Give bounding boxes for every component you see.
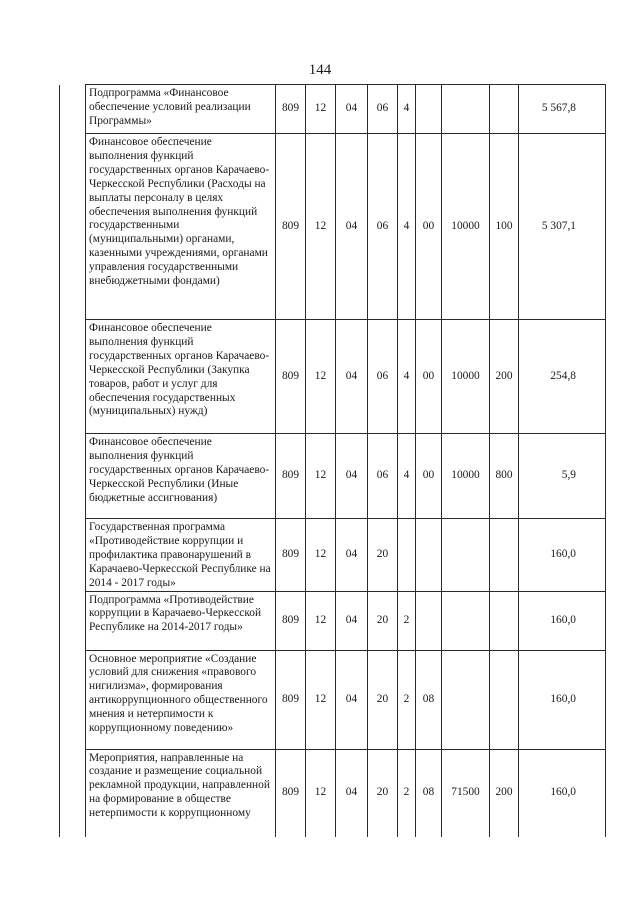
subsection-code-cell: 04 xyxy=(336,591,368,650)
direction-code-cell xyxy=(442,650,490,749)
table-row xyxy=(60,650,606,749)
subprogram-code-cell: 4 xyxy=(398,85,416,134)
row-number-cell xyxy=(60,650,86,749)
description-cell: Основное мероприятие «Создание условий для снижения «правового нигилизма», формирования антикоррупционного общественного мнения и нетерпимости к коррупционному поведению» xyxy=(86,650,276,749)
expense-type-code-cell: 800 xyxy=(490,434,519,519)
ministry-code-cell: 809 xyxy=(276,519,306,592)
amount-cell: 5,9 xyxy=(519,434,606,519)
amount-cell: 5 567,8 xyxy=(519,85,606,134)
expense-type-code-cell: 200 xyxy=(490,320,519,434)
program-code-cell: 06 xyxy=(368,320,398,434)
direction-code-cell xyxy=(442,85,490,134)
expense-type-code-cell xyxy=(490,650,519,749)
direction-code-cell: 10000 xyxy=(442,434,490,519)
row-number-cell xyxy=(60,320,86,434)
direction-code-cell xyxy=(442,591,490,650)
subprogram-code-cell xyxy=(398,519,416,592)
expense-type-code-cell xyxy=(490,85,519,134)
row-number-cell xyxy=(60,434,86,519)
ministry-code-cell: 809 xyxy=(276,434,306,519)
ministry-code-cell: 809 xyxy=(276,134,306,320)
main-activity-code-cell xyxy=(416,519,442,592)
section-code-cell: 12 xyxy=(306,320,336,434)
ministry-code-cell: 809 xyxy=(276,85,306,134)
description-cell: Государственная программа «Противодействие коррупции и профилактика правонарушений в Карачаево-Черкесской Республике на 2014 - 2017 годы» xyxy=(86,519,276,592)
budget-table xyxy=(59,84,606,837)
main-activity-code-cell: 00 xyxy=(416,134,442,320)
direction-code-cell: 10000 xyxy=(442,320,490,434)
subsection-code-cell: 04 xyxy=(336,134,368,320)
amount-cell: 254,8 xyxy=(519,320,606,434)
expense-type-code-cell xyxy=(490,591,519,650)
section-code-cell: 12 xyxy=(306,749,336,837)
table-row xyxy=(60,519,606,592)
program-code-cell: 20 xyxy=(368,519,398,592)
direction-code-cell: 71500 xyxy=(442,749,490,837)
description-cell: Финансовое обеспечение выполнения функций государственных органов Карачаево-Черкесской Республики (Закупка товаров, работ и услуг для обеспечения государственных (муниципальных) нужд) xyxy=(86,320,276,434)
subsection-code-cell: 04 xyxy=(336,519,368,592)
amount-cell: 160,0 xyxy=(519,650,606,749)
subsection-code-cell: 04 xyxy=(336,749,368,837)
program-code-cell: 20 xyxy=(368,591,398,650)
expense-type-code-cell xyxy=(490,519,519,592)
expense-type-code-cell: 100 xyxy=(490,134,519,320)
subsection-code-cell: 04 xyxy=(336,320,368,434)
subprogram-code-cell: 2 xyxy=(398,650,416,749)
program-code-cell: 06 xyxy=(368,85,398,134)
main-activity-code-cell xyxy=(416,591,442,650)
subprogram-code-cell: 2 xyxy=(398,749,416,837)
main-activity-code-cell: 00 xyxy=(416,434,442,519)
amount-cell: 160,0 xyxy=(519,519,606,592)
expense-type-code-cell: 200 xyxy=(490,749,519,837)
row-number-cell xyxy=(60,134,86,320)
row-number-cell xyxy=(60,85,86,134)
section-code-cell: 12 xyxy=(306,650,336,749)
program-code-cell: 06 xyxy=(368,134,398,320)
amount-cell: 160,0 xyxy=(519,591,606,650)
table-row xyxy=(60,85,606,134)
description-cell: Подпрограмма «Противодействие коррупции в Карачаево-Черкесской Республике на 2014-2017 годы» xyxy=(86,591,276,650)
amount-cell: 5 307,1 xyxy=(519,134,606,320)
ministry-code-cell: 809 xyxy=(276,591,306,650)
description-cell: Подпрограмма «Финансовое обеспечение условий реализации Программы» xyxy=(86,85,276,134)
subprogram-code-cell: 4 xyxy=(398,434,416,519)
amount-cell: 160,0 xyxy=(519,749,606,837)
page-number: 144 xyxy=(308,62,332,78)
table-row xyxy=(60,749,606,837)
row-number-cell xyxy=(60,591,86,650)
table-row xyxy=(60,320,606,434)
ministry-code-cell: 809 xyxy=(276,650,306,749)
subsection-code-cell: 04 xyxy=(336,434,368,519)
main-activity-code-cell: 08 xyxy=(416,650,442,749)
subprogram-code-cell: 4 xyxy=(398,320,416,434)
ministry-code-cell: 809 xyxy=(276,320,306,434)
row-number-cell xyxy=(60,519,86,592)
program-code-cell: 06 xyxy=(368,434,398,519)
section-code-cell: 12 xyxy=(306,434,336,519)
direction-code-cell xyxy=(442,519,490,592)
subprogram-code-cell: 2 xyxy=(398,591,416,650)
table-row xyxy=(60,434,606,519)
program-code-cell: 20 xyxy=(368,749,398,837)
ministry-code-cell: 809 xyxy=(276,749,306,837)
main-activity-code-cell: 00 xyxy=(416,320,442,434)
section-code-cell: 12 xyxy=(306,85,336,134)
main-activity-code-cell: 08 xyxy=(416,749,442,837)
description-cell: Финансовое обеспечение выполнения функций государственных органов Карачаево-Черкесской Республики (Иные бюджетные ассигнования) xyxy=(86,434,276,519)
row-number-cell xyxy=(60,749,86,837)
section-code-cell: 12 xyxy=(306,519,336,592)
main-activity-code-cell xyxy=(416,85,442,134)
description-cell: Мероприятия, направленные на создание и размещение социальной рекламной продукции, направленной на формирование в обществе нетерпимости к коррупционному xyxy=(86,749,276,837)
section-code-cell: 12 xyxy=(306,134,336,320)
direction-code-cell: 10000 xyxy=(442,134,490,320)
program-code-cell: 20 xyxy=(368,650,398,749)
description-cell: Финансовое обеспечение выполнения функций государственных органов Карачаево-Черкесской Республики (Расходы на выплаты персоналу в целях обеспечения выполнения функций государственными (муниципальными) органами, казенными учреждениями, органами управления государственными внебюджетными фондами) xyxy=(86,134,276,320)
table-row xyxy=(60,134,606,320)
subsection-code-cell: 04 xyxy=(336,85,368,134)
table-row xyxy=(60,591,606,650)
section-code-cell: 12 xyxy=(306,591,336,650)
subprogram-code-cell: 4 xyxy=(398,134,416,320)
subsection-code-cell: 04 xyxy=(336,650,368,749)
